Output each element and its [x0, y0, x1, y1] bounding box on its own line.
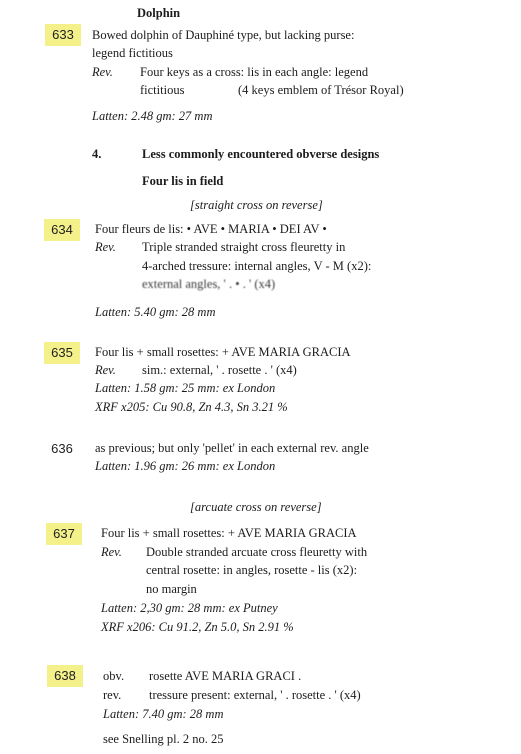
- entry-636-latten: Latten: 1.96 gm: 26 mm: ex London: [95, 459, 276, 473]
- entry-636-line1: as previous; but only 'pellet' in each external rev. angle: [95, 441, 369, 455]
- section-subtitle: Four lis in field: [142, 174, 224, 188]
- entry-number-634: 634: [44, 219, 80, 241]
- section-note-straight: [straight cross on reverse]: [190, 198, 323, 212]
- entry-634-rev-label: Rev.: [95, 240, 116, 254]
- entry-633-rev1: Four keys as a cross: lis in each angle: legend: [140, 65, 369, 79]
- entry-633-latten: Latten: 2.48 gm: 27 mm: [92, 109, 213, 123]
- section-note-arcuate: [arcuate cross on reverse]: [190, 500, 322, 514]
- entry-633-line1: Bowed dolphin of Dauphiné type, but lacking purse:: [92, 28, 355, 42]
- entry-637-line1: Four lis + small rosettes: + AVE MARIA GRACIA: [101, 526, 357, 540]
- entry-638-rev-label: rev.: [103, 688, 122, 702]
- entry-635-xrf: XRF x205: Cu 90.8, Zn 4.3, Sn 3.21 %: [95, 400, 288, 414]
- entry-637-latten: Latten: 2,30 gm: 28 mm: ex Putney: [101, 601, 278, 615]
- entry-633-rev2b: (4 keys emblem of Trésor Royal): [238, 83, 404, 97]
- entry-number-636: 636: [51, 441, 73, 456]
- entry-634-line1: Four fleurs de lis: • AVE • MARIA • DEI AV •: [95, 222, 327, 236]
- entry-638-latten: Latten: 7.40 gm: 28 mm: [103, 707, 224, 721]
- entry-635-rev1: sim.: external, ' . rosette . ' (x4): [142, 363, 297, 377]
- entry-635-line1: Four lis + small rosettes: + AVE MARIA GRACIA: [95, 345, 351, 359]
- entry-638-reference: see Snelling pl. 2 no. 25: [103, 732, 224, 746]
- entry-633-rev2a: fictitious: [140, 83, 185, 97]
- entry-635-rev-label: Rev.: [95, 363, 116, 377]
- entry-637-xrf: XRF x206: Cu 91.2, Zn 5.0, Sn 2.91 %: [101, 620, 294, 634]
- entry-637-rev2: central rosette: in angles, rosette - lis (x2):: [146, 563, 358, 577]
- entry-638-obv: rosette AVE MARIA GRACI .: [149, 669, 302, 683]
- entry-637-rev-label: Rev.: [101, 545, 122, 559]
- entry-number-635: 635: [44, 342, 80, 364]
- section-title: Less commonly encountered obverse designs: [142, 147, 380, 161]
- entry-number-633: 633: [45, 24, 81, 46]
- entry-634-rev1: Triple stranded straight cross fleuretty in: [142, 240, 346, 254]
- entry-634-rev2: 4-arched tressure: internal angles, V - M (x2):: [142, 259, 372, 273]
- entry-634-rev3: external angles, ' . • . ' (x4): [142, 277, 276, 291]
- entry-638-rev: tressure present: external, ' . rosette . ' (x4): [149, 688, 361, 702]
- entry-638-obv-label: obv.: [103, 669, 125, 683]
- entry-number-638: 638: [47, 665, 83, 687]
- heading-dolphin: Dolphin: [137, 6, 181, 20]
- entry-number-637: 637: [46, 523, 82, 545]
- entry-633-rev-label: Rev.: [92, 65, 113, 79]
- entry-634-latten: Latten: 5.40 gm: 28 mm: [95, 305, 216, 319]
- entry-637-rev3: no margin: [146, 582, 197, 596]
- entry-633-line2: legend fictitious: [92, 46, 173, 60]
- entry-635-latten: Latten: 1.58 gm: 25 mm: ex London: [95, 381, 276, 395]
- section-number: 4.: [92, 147, 102, 161]
- entry-637-rev1: Double stranded arcuate cross fleuretty with: [146, 545, 368, 559]
